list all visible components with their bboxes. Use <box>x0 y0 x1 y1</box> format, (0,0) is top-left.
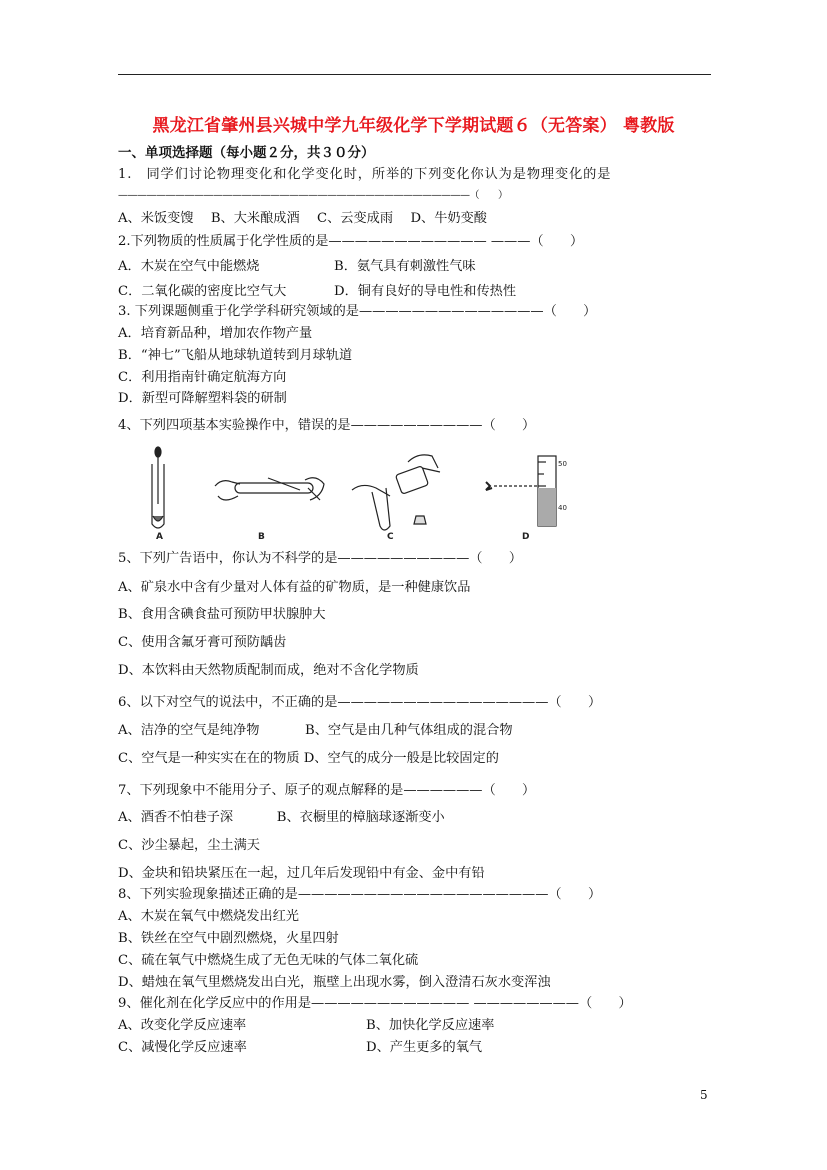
q8-option-b: B、铁丝在空气中剧烈燃烧，火星四射 <box>118 931 339 946</box>
q8-option-d: D、蜡烛在氧气里燃烧发出白光，瓶壁上出现水雾，倒入澄清石灰水变浑浊 <box>118 975 551 990</box>
q6-option-a: A、洁净的空气是纯净物 <box>118 723 260 738</box>
document-title: 黑龙江省肇州县兴城中学九年级化学下学期试题６（无答案） 粤教版 <box>152 116 675 136</box>
q2-stem: 2.下列物质的性质属于化学性质的是———————————— ———（ ） <box>118 234 584 249</box>
figure-label-b: B <box>258 532 265 542</box>
figure-a-dropper <box>152 447 164 528</box>
q7-option-d: D、金块和铅块紧压在一起，过几年后发现铅中有金、金中有铅 <box>118 866 485 881</box>
figure-b-tube-in-hands <box>215 478 324 500</box>
q6-option-b: B、空气是由几种气体组成的混合物 <box>305 723 513 738</box>
q6-options-cd: C、空气是一种实实在在的物质 D、空气的成分一般是比较固定的 <box>118 751 499 766</box>
q1-stem-dashes: —————————————————————————————————————（ ） <box>118 190 508 201</box>
q9-option-d: D、产生更多的氧气 <box>366 1040 483 1055</box>
cylinder-scale-bottom: 40 <box>558 504 567 512</box>
q1-stem: 1. 同学们讨论物理变化和化学变化时，所举的下列变化你认为是物理变化的是 <box>118 167 612 182</box>
q4-stem: 4、下列四项基本实验操作中，错误的是——————————（ ） <box>118 418 536 433</box>
q2-option-d: D．铜有良好的导电性和传热性 <box>334 284 517 299</box>
lab-operations-figure <box>140 444 580 548</box>
q3-option-a: A．培育新品种，增加农作物产量 <box>118 326 313 341</box>
figure-label-c: C <box>387 532 394 542</box>
q1-options: A、米饭变馊 B、大米酿成酒 C、云变成雨 D、牛奶变酸 <box>118 211 487 226</box>
figure-d-reading-cylinder <box>486 456 556 526</box>
q8-option-a: A、木炭在氧气中燃烧发出红光 <box>118 909 299 924</box>
figure-c-pouring <box>352 455 440 530</box>
q5-option-c: C、使用含氟牙膏可预防龋齿 <box>118 635 287 650</box>
cylinder-scale-top: 50 <box>558 460 567 468</box>
q7-options-ab: A、酒香不怕巷子深 B、衣橱里的樟脑球逐渐变小 <box>118 810 445 825</box>
q9-option-b: B、加快化学反应速率 <box>366 1018 495 1033</box>
q3-option-c: C．利用指南针确定航海方向 <box>118 370 287 385</box>
q9-option-c: C、减慢化学反应速率 <box>118 1040 247 1055</box>
q9-option-a: A、改变化学反应速率 <box>118 1018 247 1033</box>
q8-option-c: C、硫在氧气中燃烧生成了无色无味的气体二氧化硫 <box>118 953 419 968</box>
section-heading: 一、单项选择题（每小题２分，共３０分） <box>118 145 375 161</box>
q2-option-c: C．二氧化碳的密度比空气大 <box>118 284 287 299</box>
q2-option-b: B．氨气具有刺激性气味 <box>334 259 476 274</box>
figure-label-a: A <box>156 532 163 542</box>
q4-figures <box>140 444 580 548</box>
q5-option-a: A、矿泉水中含有少量对人体有益的矿物质，是一种健康饮品 <box>118 580 471 595</box>
q9-stem: 9、催化剂在化学反应中的作用是———————————— ————————（ ） <box>118 996 632 1011</box>
header-rule <box>118 74 711 75</box>
q3-option-d: D．新型可降解塑料袋的研制 <box>118 391 287 406</box>
q2-option-a: A．木炭在空气中能燃烧 <box>118 259 260 274</box>
q3-stem: 3. 下列课题侧重于化学学科研究领域的是——————————————（ ） <box>118 304 597 319</box>
q6-stem: 6、以下对空气的说法中，不正确的是————————————————（ ） <box>118 695 602 710</box>
q3-option-b: B．“神七”飞船从地球轨道转到月球轨道 <box>118 348 353 363</box>
page-number: 5 <box>700 1088 708 1102</box>
q5-option-d: D、本饮料由天然物质配制而成，绝对不含化学物质 <box>118 663 419 678</box>
q7-option-c: C、沙尘暴起，尘土满天 <box>118 838 260 853</box>
q8-stem: 8、下列实验现象描述正确的是———————————————————（ ） <box>118 887 602 902</box>
q5-option-b: B、食用含碘食盐可预防甲状腺肿大 <box>118 607 326 622</box>
q5-stem: 5、下列广告语中，你认为不科学的是——————————（ ） <box>118 551 523 566</box>
q7-stem: 7、下列现象中不能用分子、原子的观点解释的是——————（ ） <box>118 783 536 798</box>
figure-label-d: D <box>522 532 530 542</box>
